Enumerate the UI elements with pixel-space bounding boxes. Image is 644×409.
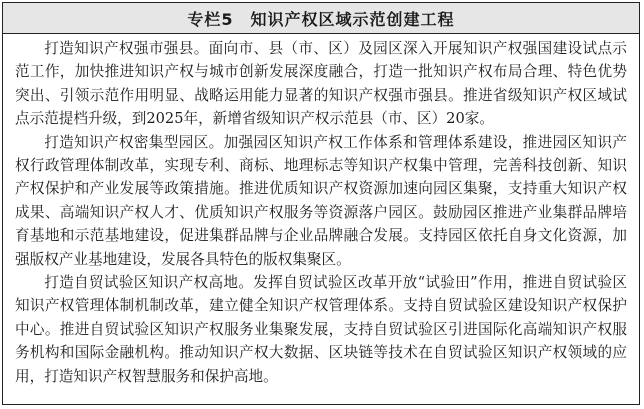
column-content	[3, 34, 639, 388]
paragraph-strong-cities: 打造知识产权强市强县。面向市、县（市、区）及园区深入开展知识产权强国建设试点示范工作，加快推进知识产权与城市创新发展深度融合，打造一批知识产权布局合理、特色优势突出、引领示范作用明显、战略运用能力显著的知识产权强市强县。推进省级知识产权区域试点示范提档升级，到2025年，新增省级知识产权示范县（市、区）20家。	[15, 40, 627, 128]
column-box	[2, 2, 640, 405]
paragraph-free-trade-zone: 打造自贸试验区知识产权高地。发挥自贸试验区改革开放“试验田”作用，推进自贸试验区知识产权管理体制机制改革，建立健全知识产权管理体系。支持自贸试验区建设知识产权保护中心。推进自贸试验区知识产权服务业集聚发展，支持自贸试验区引进国际化高端知识产权服务机构和国际金融机构。推动知识产权大数据、区块链等技术在自贸试验区知识产权领域的应用，打造知识产权智慧服务和保护高地。	[15, 274, 627, 385]
column-title: 专栏5 知识产权区域示范创建工程	[187, 9, 455, 29]
paragraph-ip-parks: 打造知识产权密集型园区。加强园区知识产权工作体系和管理体系建设，推进园区知识产权行政管理体制改革，实现专利、商标、地理标志等知识产权集中管理，完善科技创新、知识产权保护和产业发展等政策措施。推进优质知识产权资源加速向园区集聚，支持重大知识产权成果、高端知识产权人才、优质知识产权服务等资源落户园区。鼓励园区推进产业集群品牌培育基地和示范基地建设，促进集群品牌与企业品牌融合发展。支持园区依托自身文化资源，加强版权产业基地建设，发展各具特色的版权集聚区。	[15, 133, 627, 268]
column-title-bar	[3, 3, 639, 34]
